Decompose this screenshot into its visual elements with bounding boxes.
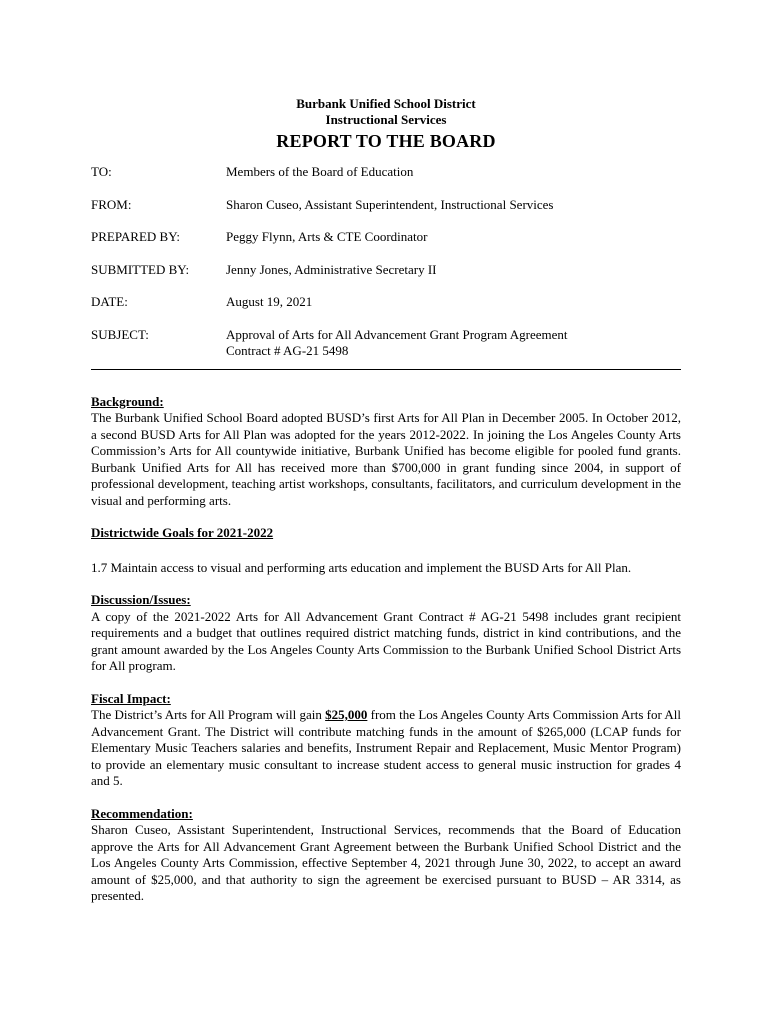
memo-row-submitted-by	[91, 262, 681, 278]
fiscal-section	[91, 691, 681, 790]
memo-row-date	[91, 294, 681, 310]
memo-label: FROM:	[91, 196, 132, 212]
memo-row-prepared-by	[91, 229, 681, 245]
memo-row-to	[91, 164, 681, 180]
grant-amount: $25,000	[325, 707, 368, 722]
section-heading: Fiscal Impact:	[91, 690, 171, 706]
memo-value: Sharon Cuseo, Assistant Superintendent, Instructional Services	[226, 196, 554, 212]
goals-section	[91, 525, 681, 576]
memo-row-subject	[91, 327, 681, 359]
discussion-section	[91, 592, 681, 675]
memo-label: PREPARED BY:	[91, 229, 180, 244]
section-body: Sharon Cuseo, Assistant Superintendent, Instructional Services, recommends that the Board of Education approve the Arts for All Advancement Grant Agreement between the Burbank Unified School District and the Los Angeles County Arts Commission, effective September 4, 2021 through June 30, 2022, to accept an award amount of $25,000, and that authority to sign the agreement be exercised pursuant to BUSD – AR 3314, as presented.	[91, 822, 681, 903]
memo-value: Members of the Board of Education	[226, 164, 414, 179]
memo-value: Peggy Flynn, Arts & CTE Coordinator	[226, 229, 428, 244]
report-header	[91, 96, 681, 152]
section-body: 1.7 Maintain access to visual and performing arts education and implement the BUSD Arts for All Plan.	[91, 559, 632, 575]
department-name: Instructional Services	[325, 112, 447, 127]
memo-value: August 19, 2021	[226, 294, 313, 309]
section-heading: Recommendation:	[91, 805, 193, 821]
fiscal-text-after: from the Los Angeles County Arts Commission Arts for All Advancement Grant. The District will contribute matching funds in the amount of $265,000 (LCAP funds for Elementary Music Teachers salaries and benefits, Instrument Repair and Replacement, Music Mentor Program) to provide an elementary music consultant to increase student access to general music instruction for grades 4 and 5.	[91, 707, 681, 788]
report-title: REPORT TO THE BOARD	[276, 131, 496, 151]
fiscal-text-before: The District’s Arts for All Program will gain	[91, 707, 326, 722]
section-body: A copy of the 2021-2022 Arts for All Advancement Grant Contract # AG-21 5498 includes grant recipient requirements and a budget that outlines required district matching funds, district in kind contributions, and the grant amount awarded by the Los Angeles County Arts Commission to the Burbank Unified School District Arts for All program.	[91, 608, 681, 673]
memo-value: Jenny Jones, Administrative Secretary II	[226, 261, 437, 277]
subject-line: Approval of Arts for All Advancement Grant Program Agreement	[226, 326, 568, 342]
district-name: Burbank Unified School District	[296, 96, 476, 111]
memo-label: SUBJECT:	[91, 326, 149, 342]
memo-label: TO:	[91, 164, 112, 179]
background-section	[91, 394, 681, 510]
memo-label: SUBMITTED BY:	[91, 261, 190, 277]
memo-fields	[91, 164, 681, 359]
section-heading: Districtwide Goals for 2021-2022	[91, 525, 274, 540]
section-body: The Burbank Unified School Board adopted BUSD’s first Arts for All Plan in December 2005. In October 2012, a second BUSD Arts for All Plan was adopted for the years 2012-2022. In joining the Los Angeles County Arts Commission’s Arts for All countywide initiative, Burbank Unified has become eligible for pooled fund grants. Burbank Unified Arts for All has received more than $700,000 in grant funding since 2004, in support of professional development, teaching artist workshops, consultants, facilitators, and curriculum development in the visual and performing arts.	[91, 410, 681, 508]
section-body	[91, 707, 681, 790]
memo-value	[226, 327, 681, 359]
document-page	[91, 96, 681, 905]
recommendation-section	[91, 806, 681, 905]
header-divider	[91, 369, 681, 370]
section-heading: Discussion/Issues:	[91, 592, 191, 607]
memo-label: DATE:	[91, 294, 128, 309]
contract-number: Contract # AG-21 5498	[226, 342, 349, 358]
memo-row-from	[91, 197, 681, 213]
section-heading: Background:	[91, 393, 164, 409]
